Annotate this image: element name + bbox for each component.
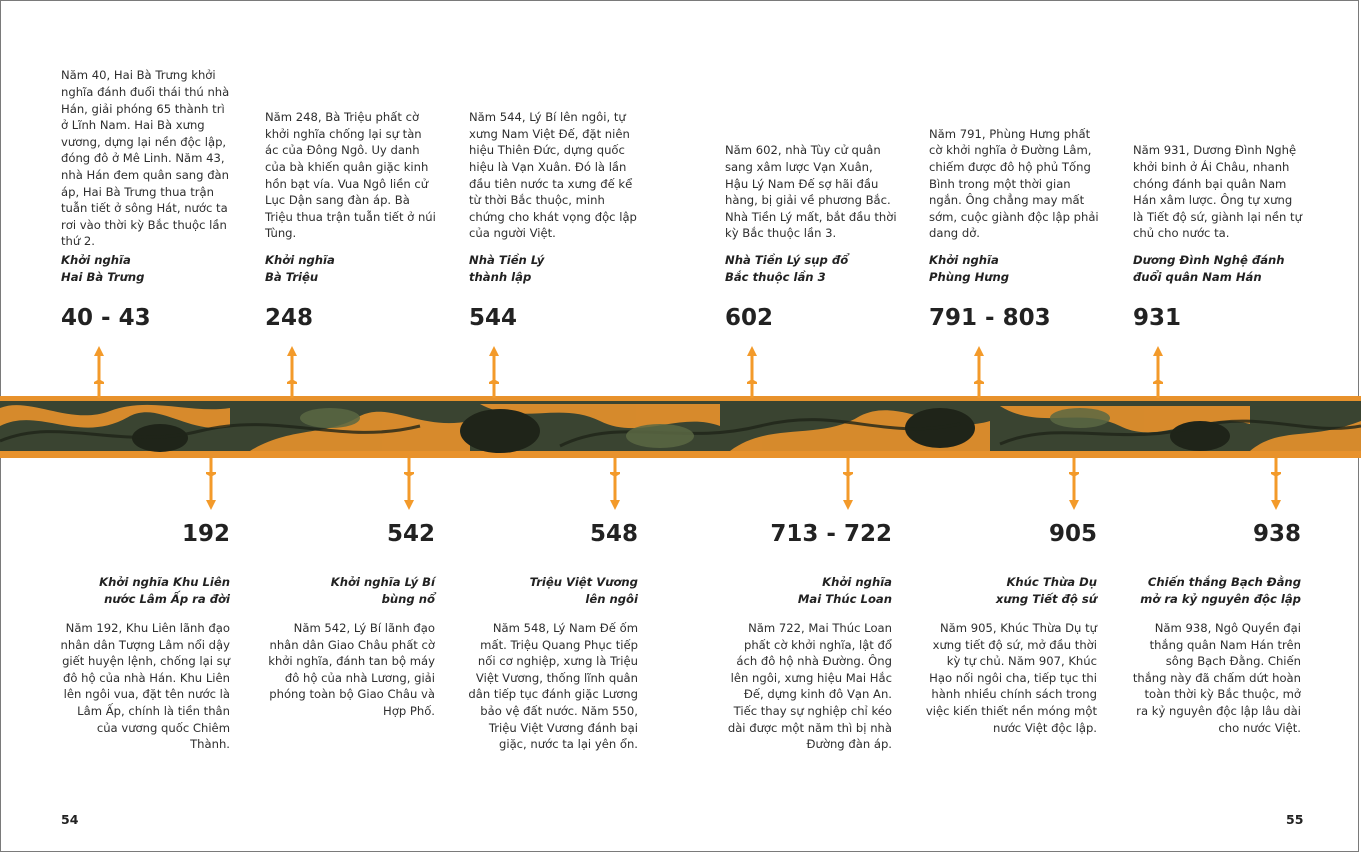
page-number-left: 54: [61, 812, 79, 827]
event-title: Khởi nghĩa Hai Bà Trưng: [61, 253, 145, 284]
timeline-marker-up: [744, 346, 760, 398]
event-title: Dương Đình Nghệ đánh đuổi quân Nam Hán: [1133, 253, 1285, 284]
event-title: Triệu Việt Vương lên ngôi: [529, 575, 638, 606]
timeline-event-top: [725, 0, 897, 331]
timeline-marker-down: [607, 458, 623, 510]
event-title: Khởi nghĩa Phùng Hưng: [929, 253, 1010, 284]
timeline-marker-up: [1150, 346, 1166, 398]
event-year: 248: [265, 305, 314, 331]
event-description: Năm 192, Khu Liên lãnh đạo nhân dân Tượng Lâm nổi dậy giết huyện lệnh, chống lại sự đô hộ của nhà Hán. Khu Liên lên ngôi vua, đặt tên nước là Lâm Ấp, chính là tiền thân của vương quốc Chiêm Thành.: [60, 621, 230, 752]
timeline-marker-up: [284, 346, 300, 398]
timeline-event-top: [1133, 0, 1305, 331]
event-title: Khúc Thừa Dụ xưng Tiết độ sứ: [995, 575, 1097, 606]
timeline-event-top: [61, 0, 233, 331]
timeline-band: [0, 396, 1361, 458]
event-year: 544: [469, 305, 518, 331]
event-description: Năm 722, Mai Thúc Loan phất cờ khởi nghĩa, lật đổ ách đô hộ nhà Đường. Ông lên ngôi, xưng hiệu Mai Hắc Đế, dựng kinh đô Vạn An. Tiếc thay sự nghiệp chỉ kéo dài được một năm thì bị nhà Đường đàn áp.: [727, 621, 892, 752]
event-description: Năm 905, Khúc Thừa Dụ tự xưng tiết độ sứ, mở đầu thời kỳ tự chủ. Năm 907, Khúc Hạo nối ngôi cha, tiếp tục thi hành nhiều chính sách trong việc kiến thiết nền móng một nước Việt độc lập.: [925, 621, 1097, 735]
event-title: Khởi nghĩa Lý Bí bùng nổ: [330, 575, 435, 606]
event-title: Khởi nghĩa Mai Thúc Loan: [797, 575, 892, 606]
event-title: Chiến thắng Bạch Đằng mở ra kỷ nguyên độc lập: [1140, 575, 1301, 606]
event-title: Nhà Tiền Lý sụp đổ Bắc thuộc lần 3: [725, 253, 849, 284]
event-year: 931: [1133, 305, 1182, 331]
timeline-marker-down: [840, 458, 856, 510]
timeline-marker-up: [91, 346, 107, 398]
event-year: 713 - 722: [770, 521, 892, 547]
event-title: Khởi nghĩa Bà Triệu: [265, 253, 335, 284]
event-year: 938: [1252, 521, 1301, 547]
event-description: Năm 931, Dương Đình Nghệ khởi binh ở Ái Châu, nhanh chóng đánh bại quân Nam Hán xâm lược. Ông tự xưng là Tiết độ sứ, giành lại nền tự chủ cho nước ta.: [1133, 143, 1302, 241]
event-year: 791 - 803: [929, 305, 1051, 331]
timeline-marker-down: [1066, 458, 1082, 510]
timeline-event-top: [929, 0, 1101, 331]
event-year: 905: [1048, 521, 1097, 547]
page-number-right: 55: [1286, 812, 1304, 827]
timeline-marker-up: [486, 346, 502, 398]
timeline-marker-up: [971, 346, 987, 398]
event-description: Năm 602, nhà Tùy cử quân sang xâm lược Vạn Xuân, Hậu Lý Nam Đế sợ hãi đầu hàng, bị giải về phương Bắc. Nhà Tiền Lý mất, bắt đầu thời kỳ Bắc thuộc lần 3.: [725, 143, 897, 241]
timeline-marker-down: [203, 458, 219, 510]
timeline-event-top: [265, 0, 437, 331]
event-title: Khởi nghĩa Khu Liên nước Lâm Ấp ra đời: [99, 575, 230, 606]
event-description: Năm 791, Phùng Hưng phất cờ khởi nghĩa ở Đường Lâm, chiếm được đô hộ phủ Tống Bình trong một thời gian ngắn. Ông chẳng may mất sớm, cuộc giành độc lập phải dang dở.: [929, 126, 1099, 241]
event-year: 192: [181, 521, 230, 547]
event-year: 542: [386, 521, 435, 547]
event-year: 602: [725, 305, 774, 331]
event-description: Năm 542, Lý Bí lãnh đạo nhân dân Giao Châu phất cờ khởi nghĩa, đánh tan bộ máy đô hộ của nhà Lương, giải phóng toàn bộ Giao Châu và Hợp Phố.: [268, 621, 435, 718]
event-description: Năm 40, Hai Bà Trưng khởi nghĩa đánh đuổi thái thú nhà Hán, giải phóng 65 thành trì ở Lĩnh Nam. Hai Bà xưng vương, dựng lại nền độc lập, đóng đô ở Mê Linh. Năm 43, nhà Hán đem quân sang đàn áp, Hai Bà Trưng thua trận tuẫn tiết ở sông Hát, nước ta rơi vào thời kỳ Bắc thuộc lần thứ 2.: [61, 68, 230, 249]
event-description: Năm 544, Lý Bí lên ngôi, tự xưng Nam Việt Đế, đặt niên hiệu Thiên Đức, dựng quốc hiệu là Vạn Xuân. Đó là lần đầu tiên nước ta xưng đế kể từ thời Bắc thuộc, minh chứng cho khát vọng độc lập của người Việt.: [469, 110, 637, 241]
timeline-band-pattern: [0, 396, 1361, 458]
timeline-event-top: [469, 0, 641, 331]
event-title: Nhà Tiền Lý thành lập: [469, 253, 545, 284]
timeline-marker-down: [401, 458, 417, 510]
timeline-marker-down: [1268, 458, 1284, 510]
event-description: Năm 548, Lý Nam Đế ốm mất. Triệu Quang Phục tiếp nối cơ nghiệp, xưng là Triệu Việt Vương, thống lĩnh quân dân tiếp tục đánh giặc Lương bảo vệ đất nước. Năm 550, Triệu Việt Vương đánh bại giặc, nước ta lại yên ổn.: [468, 621, 638, 752]
event-description: Năm 248, Bà Triệu phất cờ khởi nghĩa chống lại sự tàn ác của Đông Ngô. Uy danh của bà khiến quân giặc kinh hồn bạt vía. Vua Ngô liền cử Lục Dận sang đàn áp. Bà Triệu thua trận tuẫn tiết ở núi Tùng.: [265, 110, 436, 241]
event-year: 548: [589, 521, 638, 547]
event-year: 40 - 43: [61, 305, 151, 331]
event-description: Năm 938, Ngô Quyền đại thắng quân Nam Hán trên sông Bạch Đằng. Chiến thắng này đã chấm dứt hoàn toàn thời kỳ Bắc thuộc, mở ra kỷ nguyên độc lập lâu dài cho nước Việt.: [1132, 621, 1301, 735]
